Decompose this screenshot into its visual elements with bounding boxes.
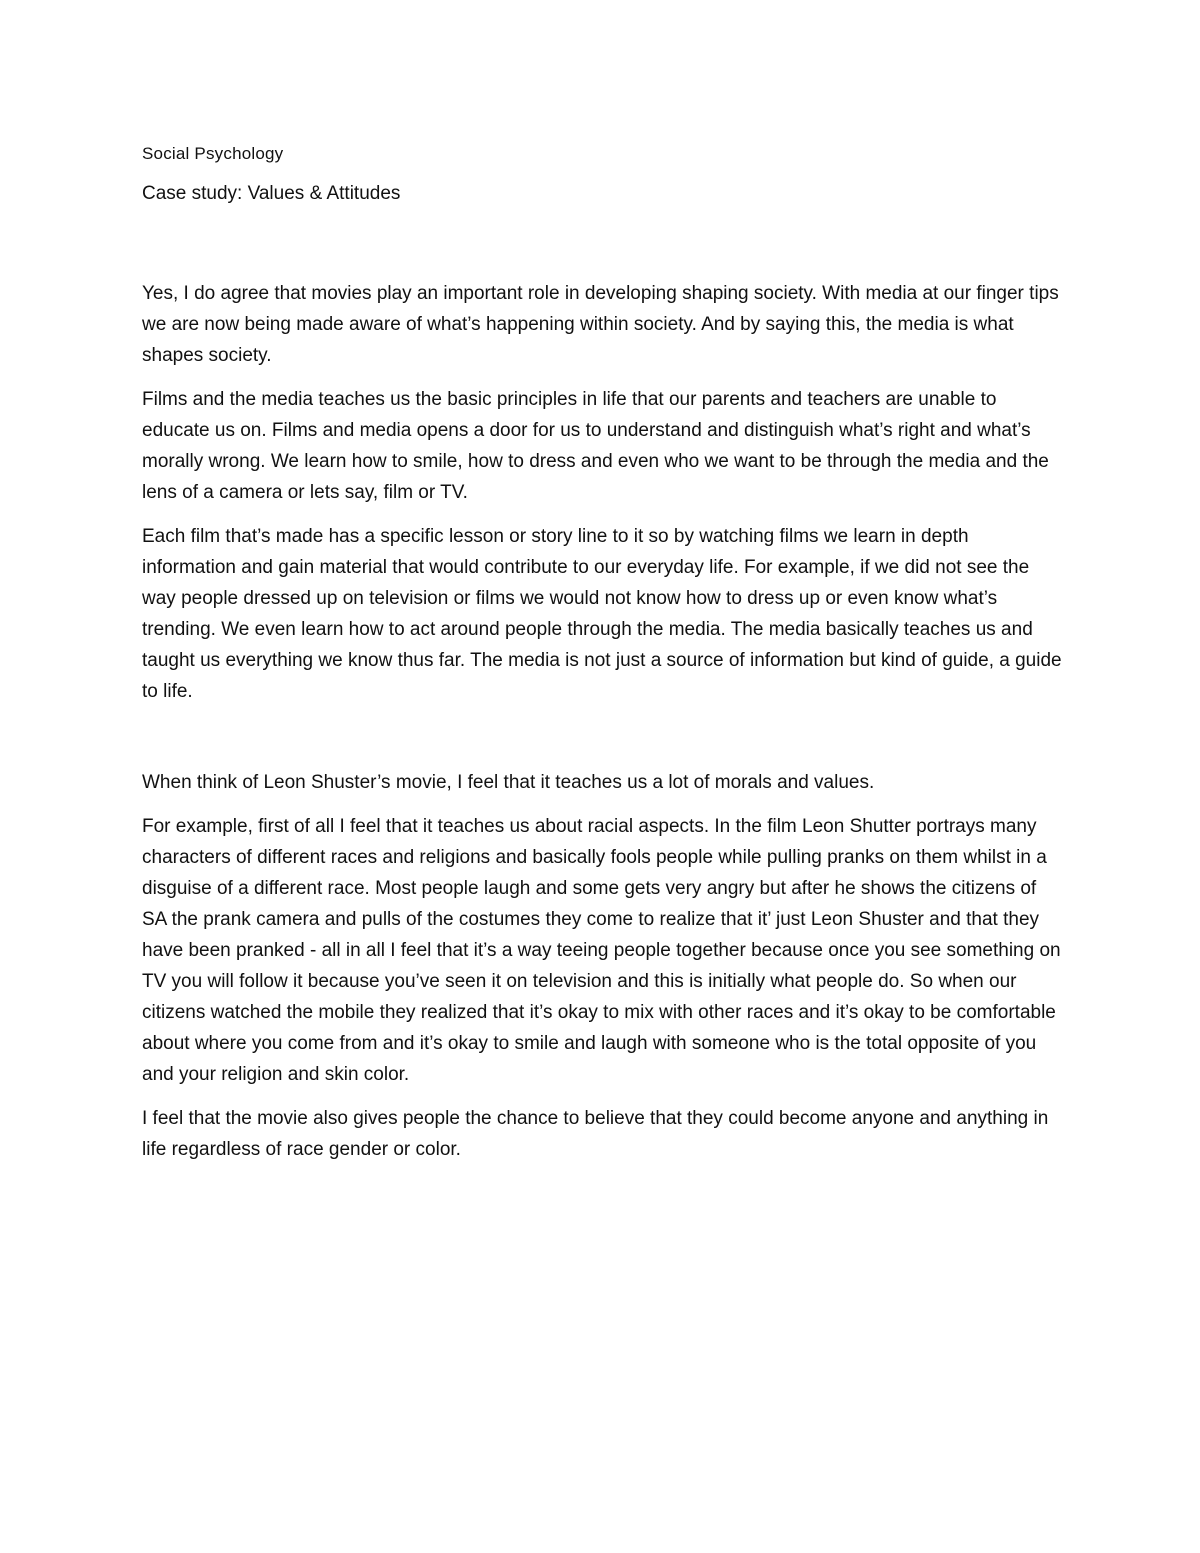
paragraph-1: Yes, I do agree that movies play an important role in developing shaping society. With media at our finger tips we are now being made aware of what’s happening within society. And by saying this, the media is what shapes society. [142,283,1059,366]
paragraph-6: I feel that the movie also gives people the chance to believe that they could become anyone and anything in life regardless of race gender or color. [142,1108,1049,1160]
paragraph-2: Films and the media teaches us the basic principles in life that our parents and teachers are unable to educate us on. Films and media opens a door for us to understand and distinguish what’s right and what’s morally wrong. We learn how to smile, how to dress and even who we want to be through the media and the lens of a camera or lets say, film or TV. [142,389,1049,503]
paragraph-4: When think of Leon Shuster’s movie, I feel that it teaches us a lot of morals and values. [142,772,875,793]
document-body [142,140,1062,1178]
paragraph-3: Each film that’s made has a specific lesson or story line to it so by watching films we learn in depth information and gain material that would contribute to our everyday life. For example, if we did not see the way people dressed up on television or films we would not know how to dress up or even know what’s trending. We even learn how to act around people through the media. The media basically teaches us and taught us everything we know thus far. The media is not just a source of information but kind of guide, a guide to life. [142,526,1062,702]
paragraph-5: For example, first of all I feel that it teaches us about racial aspects. In the film Leon Shutter portrays many characters of different races and religions and basically fools people while pulling pranks on them whilst in a disguise of a different race. Most people laugh and some gets very angry but after he shows the citizens of SA the prank camera and pulls of the costumes they come to realize that it’ just Leon Shuster and that they have been pranked - all in all I feel that it’s a way teeing people together because once you see something on TV you will follow it because you’ve seen it on television and this is initially what people do. So when our citizens watched the mobile they realized that it’s okay to mix with other races and it’s okay to be comfortable about where you come from and it’s okay to smile and laugh with someone who is the total opposite of you and your religion and skin color. [142,816,1061,1085]
case-study-title: Case study: Values & Attitudes [142,183,401,204]
paragraph-spacer [142,720,1062,767]
course-name: Social Psychology [142,144,284,163]
